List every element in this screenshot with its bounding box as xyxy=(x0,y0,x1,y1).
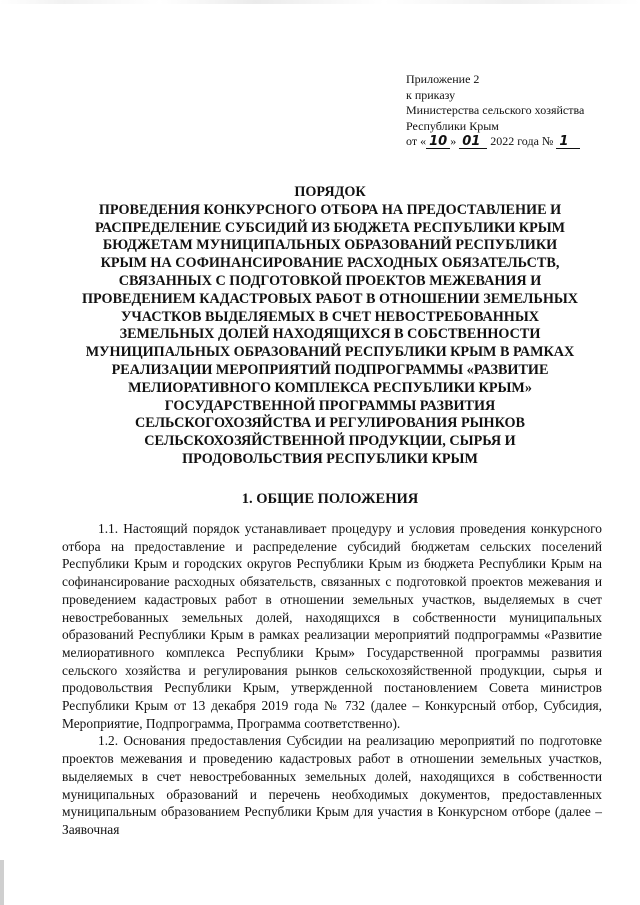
title-line: КРЫМ НА СОФИНАНСИРОВАНИЕ РАСХОДНЫХ ОБЯЗАТЕЛЬСТВ, xyxy=(100,255,560,272)
title-line: ЗЕМЕЛЬНЫХ ДОЛЕЙ НАХОДЯЩИХСЯ В СОБСТВЕННОСТИ xyxy=(119,326,541,343)
body-text xyxy=(62,520,602,839)
scan-artifact-top xyxy=(0,0,640,4)
appendix-block xyxy=(406,72,626,150)
date-day-close: » xyxy=(450,134,457,148)
scan-artifact-left-edge xyxy=(0,860,4,905)
appendix-line-1: Приложение 2 xyxy=(406,72,480,86)
appendix-date-line xyxy=(406,134,626,150)
paragraph-1-2: 1.2. Основания предоставления Субсидии на реализацию мероприятий по подготовке проектов межевания и проведению кадастровых работ в отношении земельных участков, выделяемых в счет невостребованных земельных долей, находящихся в собственности муниципальных образований и перечень необходимых документов, предоставленных муниципальным образованием Республики Крым для участия в Конкурсном отборе (далее – Заявочная xyxy=(62,733,602,837)
number-label: № xyxy=(541,134,554,148)
title-line: УЧАСТКОВ ВЫДЕЛЯЕМЫХ В СЧЕТ НЕВОСТРЕБОВАННЫХ xyxy=(120,308,540,325)
title-line: РАСПРЕДЕЛЕНИЕ СУБСИДИЙ ИЗ БЮДЖЕТА РЕСПУБЛИКИ КРЫМ xyxy=(94,219,566,236)
title-line: БЮДЖЕТАМ МУНИЦИПАЛЬНЫХ ОБРАЗОВАНИЙ РЕСПУБЛИКИ xyxy=(102,237,558,254)
date-year: 2022 года xyxy=(490,134,539,148)
title-line: СЕЛЬСКОХОЗЯЙСТВЕННОЙ ПРОДУКЦИИ, СЫРЬЯ И xyxy=(144,433,516,450)
title-line: СЕЛЬСКОГОХОЗЯЙСТВА И РЕГУЛИРОВАНИЯ РЫНКОВ xyxy=(134,415,526,432)
title-line: РЕАЛИЗАЦИИ МЕРОПРИЯТИЙ ПОДПРОГРАММЫ «РАЗВИТИЕ xyxy=(111,361,549,378)
appendix-line-3: Министерства сельского хозяйства xyxy=(406,103,585,117)
document-title xyxy=(70,184,590,469)
title-line: ПРОВЕДЕНИЕМ КАДАСТРОВЫХ РАБОТ В ОТНОШЕНИИ ЗЕМЕЛЬНЫХ xyxy=(81,290,579,307)
appendix-line-2: к приказу xyxy=(406,87,456,102)
title-line: ПОРЯДОК xyxy=(294,184,366,200)
appendix-line-4: Республики Крым xyxy=(406,118,499,133)
title-line: ПРОВЕДЕНИЯ КОНКУРСНОГО ОТБОРА НА ПРЕДОСТАВЛЕНИЕ И xyxy=(98,201,562,218)
handwritten-day: 10 xyxy=(426,135,450,149)
title-line: СВЯЗАННЫХ С ПОДГОТОВКОЙ ПРОЕКТОВ МЕЖЕВАНИЯ И xyxy=(118,272,542,289)
title-line: ГОСУДАРСТВЕННОЙ ПРОГРАММЫ РАЗВИТИЯ xyxy=(164,397,496,414)
title-line: МЕЛИОРАТИВНОГО КОМПЛЕКСА РЕСПУБЛИКИ КРЫМ» xyxy=(128,379,532,396)
handwritten-number: 1 xyxy=(556,135,580,149)
title-line: МУНИЦИПАЛЬНЫХ ОБРАЗОВАНИЙ РЕСПУБЛИКИ КРЫМ В РАМКАХ xyxy=(85,344,575,361)
paragraph-1-1: 1.1. Настоящий порядок устанавливает процедуру и условия проведения конкурсного отбора на предоставление и распределение субсидий бюджетам сельских поселений Республики Крым и городских округов Республики Крым из бюджета Республики Крым на софинансирование расходных обязательств, связанных с подготовкой проектов межевания и проведением кадастровых работ в отношении земельных участков, выделяемых в счет невостребованных земельных долей, находящихся в собственности муниципальных образований Республики Крым в рамках реализации мероприятий подпрограммы «Развитие мелиоративного комплекса Республики Крым» Государственной программы развития сельского хозяйства и регулирования рынков сельскохозяйственной продукции, сырья и продовольствия Республики Крым, утвержденной постановлением Совета министров Республики Крым от 13 декабря 2019 года № 732 (далее – Конкурсный отбор, Субсидия, Мероприятие, Подпрограмма, Программа соответственно). xyxy=(62,521,602,731)
title-line: ПРОДОВОЛЬСТВИЯ РЕСПУБЛИКИ КРЫМ xyxy=(182,450,478,467)
date-prefix: от « xyxy=(406,134,427,148)
handwritten-month: 01 xyxy=(459,135,487,149)
section-heading: 1. ОБЩИЕ ПОЛОЖЕНИЯ xyxy=(241,491,419,507)
